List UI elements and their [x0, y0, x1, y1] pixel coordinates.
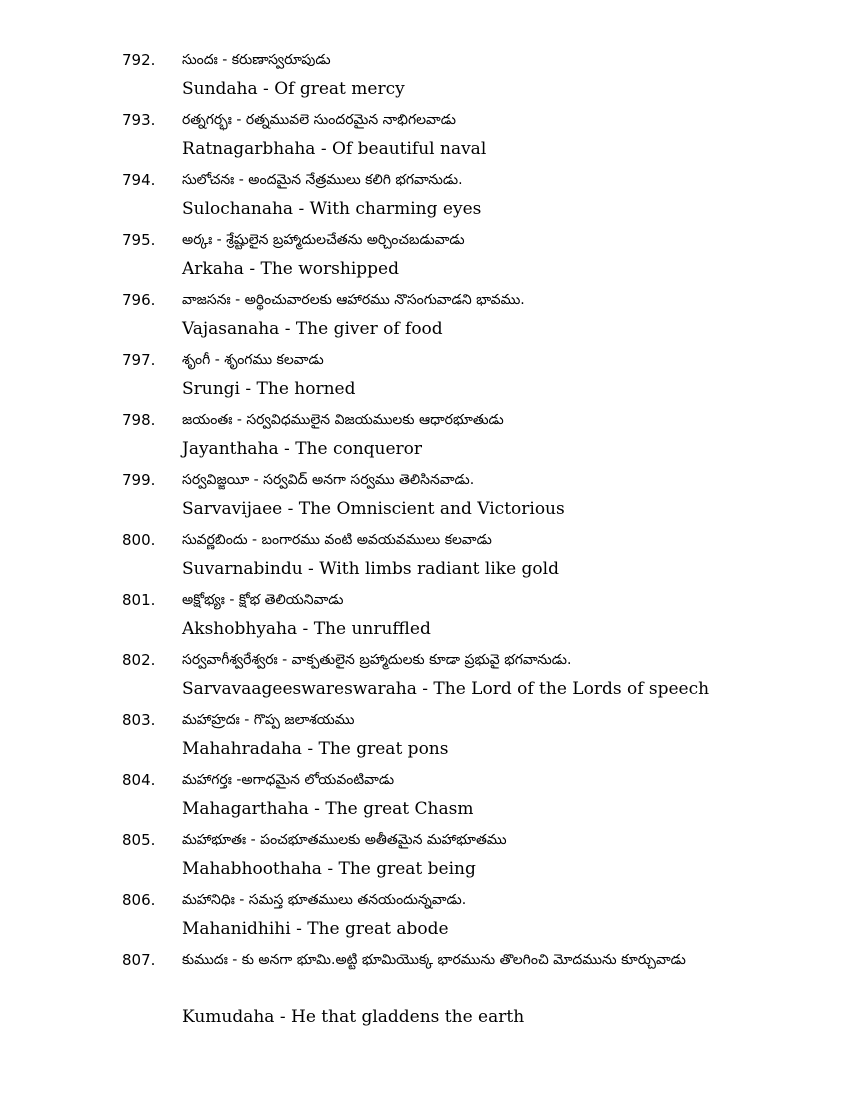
- telugu-text: రత్నగర్భః - రత్నమువలె సుందరమైన నాభిగలవాడు: [182, 112, 456, 128]
- telugu-text: సర్వవాగీశ్వరేశ్వరః - వాక్పతులైన బ్రహ్మాదులకు కూడా ప్రభువై భగవానుడు.: [182, 652, 572, 668]
- english-text: Akshobhyaha - The unruffled: [182, 619, 431, 639]
- entry-number: 805.: [122, 831, 156, 849]
- telugu-text: మహాభూతః - పంచభూతములకు అతీతమైన మహాభూతము: [182, 832, 507, 848]
- entry-number: 802.: [122, 651, 156, 669]
- entry-number: 794.: [122, 171, 156, 189]
- entry-number: 807.: [122, 951, 156, 969]
- english-text: Kumudaha - He that gladdens the earth: [182, 1007, 525, 1027]
- english-text: Jayanthaha - The conqueror: [182, 439, 423, 459]
- telugu-text: మహానిధిః - సమస్త భూతములు తనయందున్నవాడు.: [182, 892, 467, 908]
- english-text: Ratnagarbhaha - Of beautiful naval: [182, 139, 487, 159]
- telugu-text: సుందః - కరుణాస్వరూపుడు: [182, 52, 331, 68]
- entry-number: 801.: [122, 591, 156, 609]
- entry-number: 798.: [122, 411, 156, 429]
- entry-number: 806.: [122, 891, 156, 909]
- entry-number: 803.: [122, 711, 156, 729]
- english-text: Mahanidhihi - The great abode: [182, 919, 449, 939]
- entry-number: 797.: [122, 351, 156, 369]
- telugu-text: శృంగీ - శృంగము కలవాడు: [182, 352, 324, 368]
- telugu-text: అర్కః - శ్రేష్టులైన బ్రహ్మాదులచేతను అర్చించబడువాడు: [182, 232, 465, 248]
- english-text: Sarvavaageeswareswaraha - The Lord of the Lords of speech: [182, 679, 710, 699]
- telugu-text: మహాహ్రదః - గొప్ప జలాశయము: [182, 712, 355, 728]
- english-text: Sundaha - Of great mercy: [182, 79, 405, 99]
- english-text: Mahahradaha - The great pons: [182, 739, 449, 759]
- entry-number: 799.: [122, 471, 156, 489]
- english-text: Srungi - The horned: [182, 379, 356, 399]
- telugu-text: వాజసనః - అర్థించువారలకు ఆహారము నొసంగువాడని భావము.: [182, 292, 525, 308]
- telugu-text: మహాగర్తః -అగాధమైన లోయవంటివాడు: [182, 772, 395, 788]
- entry-number: 795.: [122, 231, 156, 249]
- entry-number: 796.: [122, 291, 156, 309]
- english-text: Mahagarthaha - The great Chasm: [182, 799, 474, 819]
- english-text: Vajasanaha - The giver of food: [182, 319, 443, 339]
- telugu-text: జయంతః - సర్వవిధములైన విజయములకు ఆధారభూతుడు: [182, 412, 504, 428]
- english-text: Mahabhoothaha - The great being: [182, 859, 476, 879]
- telugu-text: సువర్ణబిందు - బంగారము వంటి అవయవములు కలవాడు: [182, 532, 492, 548]
- telugu-text: అక్షోభ్యః - క్షోభ తెలియనివాడు: [182, 592, 344, 608]
- telugu-text: సర్వవిజ్జయీ - సర్వవిద్ అనగా సర్వము తెలిసినవాడు.: [182, 472, 475, 488]
- telugu-text: కుముదః - కు అనగా భూమి.అట్టి భూమియొక్క భారమును తొలగించి మోదమును కూర్చువాడు: [182, 952, 686, 968]
- entry-number: 793.: [122, 111, 156, 129]
- entry-number: 800.: [122, 531, 156, 549]
- english-text: Suvarnabindu - With limbs radiant like gold: [182, 559, 559, 579]
- english-text: Sulochanaha - With charming eyes: [182, 199, 482, 219]
- english-text: Arkaha - The worshipped: [182, 259, 399, 279]
- english-text: Sarvavijaee - The Omniscient and Victorious: [182, 499, 565, 519]
- telugu-text: సులోచనః - అందమైన నేత్రములు కలిగి భగవానుడు.: [182, 172, 463, 188]
- entry-number: 792.: [122, 51, 156, 69]
- entry-number: 804.: [122, 771, 156, 789]
